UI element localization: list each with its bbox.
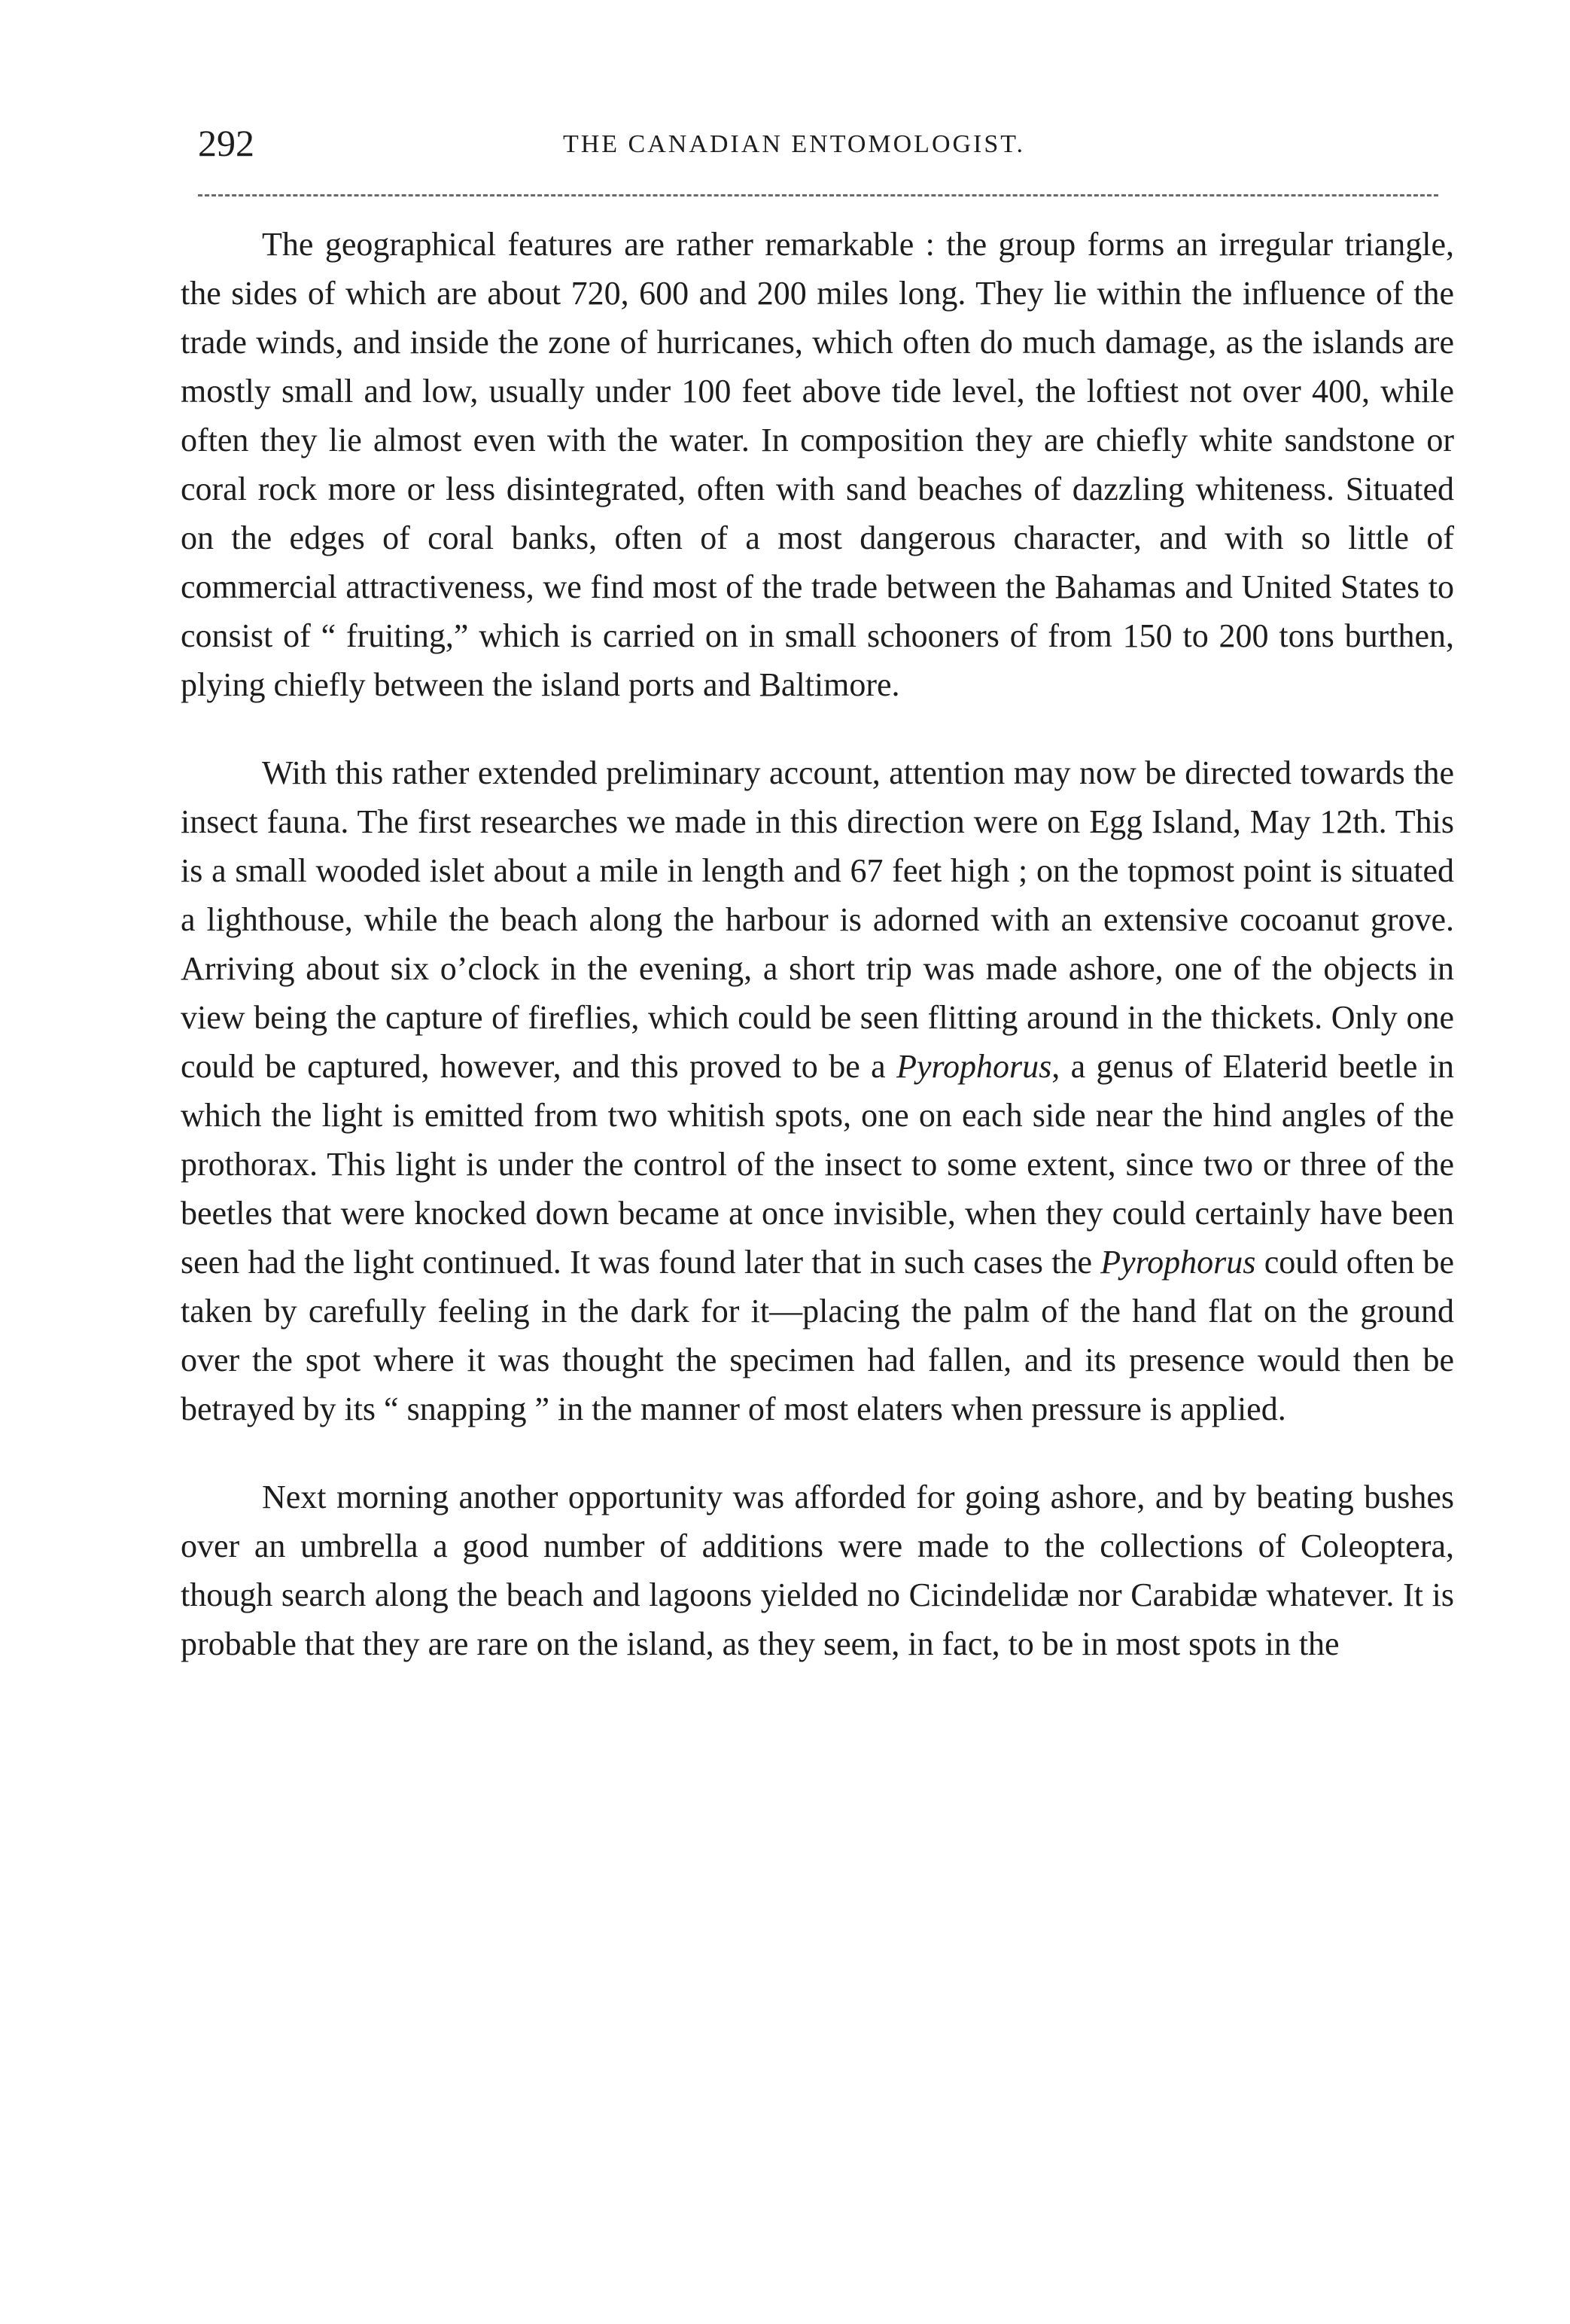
text-segment: , a genus of Elaterid beetle in which the light is emitted from two whitish spots, one on each side near the hind angles of the prothorax. This light is under the control of the insect to some extent, since two or three of the beetles that were knocked down became at once invisible, when they could certainly have been seen had the light continued. It was found later that in such cases the [181,1048,1454,1281]
paragraph-insect-fauna [181,748,1454,1433]
running-title: THE CANADIAN ENTOMOLOGIST. [562,130,1026,158]
text-segment: could often be taken by carefully feeling in the dark for it—placing the palm of the hand flat on the ground over the spot where it was thought the specimen had fallen, and its presence would then be betrayed by its “ snapping ” in the manner of most elaters when pressure is applied. [181,1244,1454,1427]
article-body [181,220,1454,1668]
page-number: 292 [198,122,254,164]
paragraph-geography [181,220,1454,709]
genus-name: Pyrophorus [896,1048,1052,1085]
genus-name: Pyrophorus [1100,1244,1256,1281]
header-rule [198,194,1438,196]
text-segment: With this rather extended preliminary account, attention may now be directed towards the insect fauna. The first researches we made in this direction were on Egg Island, May 12th. This is a small wooded islet about a mile in length and 67 feet high ; on the topmost point is situated a lighthouse, while the beach along the harbour is adorned with an extensive cocoanut grove. Arriving about six o’clock in the evening, a short trip was made ashore, one of the objects in view being the capture of fireflies, which could be seen flitting around in the thickets. Only one could be captured, however, and this proved to be a [181,754,1454,1085]
text-segment: Next morning another opportunity was afforded for going ashore, and by beating bushes over an umbrella a good number of additions were made to the collections of Coleoptera, though search along the beach and lagoons yielded no Cicindelidæ nor Carabidæ whatever. It is probable that they are rare on the island, as they seem, in fact, to be in most spots in the [181,1479,1454,1662]
paragraph-next-morning [181,1473,1454,1668]
text-segment: The geographical features are rather remarkable : the group forms an irregular triangle, the sides of which are about 720, 600 and 200 miles long. They lie within the influence of the trade winds, and inside the zone of hurricanes, which often do much damage, as the islands are mostly small and low, usually under 100 feet above tide level, the loftiest not over 400, while often they lie almost even with the water. In composition they are chiefly white sandstone or coral rock more or less disintegrated, often with sand beaches of dazzling whiteness. Situated on the edges of coral banks, often of a most dangerous character, and with so little of commercial attractiveness, we find most of the trade between the Bahamas and United States to consist of “ fruiting,” which is carried on in small schooners of from 150 to 200 tons burthen, plying chiefly between the island ports and Baltimore. [181,226,1454,703]
page-header [0,120,1570,166]
